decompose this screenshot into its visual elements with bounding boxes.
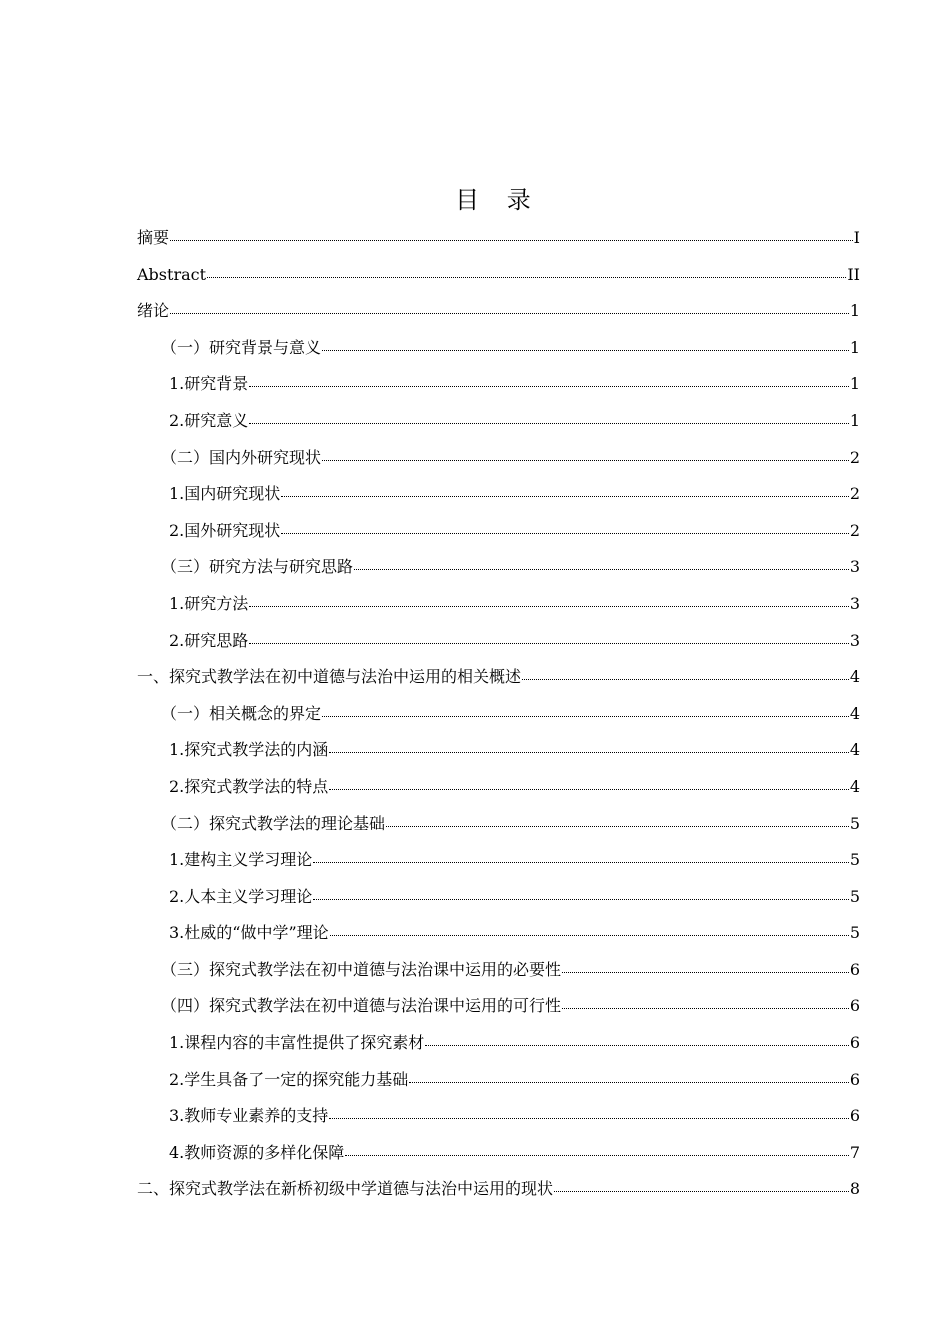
toc-entry-label: （二）国内外研究现状 — [161, 447, 322, 467]
dot-leader — [249, 410, 849, 426]
toc-entry[interactable] — [137, 769, 860, 806]
toc-entry[interactable] — [137, 1062, 860, 1099]
dot-leader — [207, 264, 846, 280]
dot-leader — [345, 1142, 849, 1158]
toc-entry-label: Abstract — [137, 264, 207, 284]
toc-entry-label: 一、探究式教学法在初中道德与法治中运用的相关概述 — [137, 667, 522, 687]
toc-entry[interactable] — [137, 696, 860, 733]
dot-leader — [170, 300, 849, 316]
dot-leader — [313, 849, 849, 865]
toc-entry-page-number: 6 — [849, 959, 860, 979]
toc-entry[interactable] — [137, 1171, 860, 1208]
toc-entry-label: 3.教师专业素养的支持 — [169, 1106, 329, 1126]
toc-entry-label: 摘要 — [137, 228, 170, 247]
toc-entry[interactable] — [137, 659, 860, 696]
toc-entry-page-number: 7 — [849, 1142, 860, 1162]
toc-entry[interactable] — [137, 1135, 860, 1172]
toc-entry[interactable] — [137, 879, 860, 916]
toc-entry-label: 1.研究背景 — [169, 374, 249, 394]
toc-entry-page-number: 1 — [849, 301, 860, 321]
dot-leader — [386, 813, 849, 829]
dot-leader — [522, 666, 849, 682]
toc-entry[interactable] — [137, 549, 860, 586]
toc-entry-page-number: 4 — [849, 776, 860, 796]
toc-entry[interactable] — [137, 623, 860, 660]
dot-leader — [281, 483, 849, 499]
toc-entry-page-number: 5 — [849, 813, 860, 833]
toc-entry-label: 绪论 — [137, 301, 170, 321]
toc-title: 目 录 — [455, 186, 541, 214]
toc-entry-page-number: 5 — [849, 923, 860, 943]
toc-entry[interactable] — [137, 915, 860, 952]
toc-entry[interactable] — [137, 732, 860, 769]
dot-leader — [249, 593, 849, 609]
toc-entry-label: 2.学生具备了一定的探究能力基础 — [169, 1069, 409, 1089]
toc-entry-page-number: 1 — [849, 410, 860, 430]
toc-entry-page-number: II — [847, 264, 860, 284]
toc-entry-page-number: 6 — [849, 1033, 860, 1053]
toc-entry-label: 二、探究式教学法在新桥初级中学道德与法治中运用的现状 — [137, 1179, 554, 1199]
toc-entry[interactable] — [137, 988, 860, 1025]
toc-entry[interactable] — [137, 220, 860, 257]
toc-entry-label: 3.杜威的“做中学”理论 — [169, 923, 329, 943]
dot-leader — [425, 1032, 849, 1048]
toc-entry-page-number: 2 — [849, 447, 860, 467]
toc-entry-page-number: 4 — [849, 667, 860, 687]
toc-entry-page-number: 1 — [849, 374, 860, 394]
toc-entry-page-number: 3 — [849, 593, 860, 613]
toc-entry-label: （三）研究方法与研究思路 — [161, 557, 354, 577]
toc-entry-label: 4.教师资源的多样化保障 — [169, 1142, 345, 1162]
toc-entry[interactable] — [137, 1025, 860, 1062]
toc-entry[interactable] — [137, 513, 860, 550]
toc-entry[interactable] — [137, 440, 860, 477]
toc-entry-label: （一）相关概念的界定 — [161, 703, 322, 723]
toc-entry-page-number: 2 — [849, 520, 860, 540]
toc-entry-page-number: I — [853, 228, 860, 247]
toc-entry-label: 1.国内研究现状 — [169, 484, 281, 504]
toc-entry-page-number: 6 — [849, 996, 860, 1016]
toc-entry[interactable] — [137, 842, 860, 879]
toc-list — [137, 220, 860, 1208]
toc-entry-page-number: 6 — [849, 1106, 860, 1126]
toc-entry-page-number: 4 — [849, 703, 860, 723]
toc-entry[interactable] — [137, 257, 860, 294]
toc-entry-label: （一）研究背景与意义 — [161, 337, 322, 357]
toc-entry-label: 2.探究式教学法的特点 — [169, 776, 329, 796]
dot-leader — [409, 1069, 849, 1085]
dot-leader — [313, 886, 849, 902]
dot-leader — [170, 227, 853, 243]
toc-entry-page-number: 8 — [849, 1179, 860, 1199]
dot-leader — [322, 337, 849, 353]
toc-entry-label: 1.研究方法 — [169, 593, 249, 613]
toc-entry-page-number: 1 — [849, 337, 860, 357]
toc-entry[interactable] — [137, 403, 860, 440]
dot-leader — [329, 739, 849, 755]
toc-entry-page-number: 3 — [849, 557, 860, 577]
toc-entry[interactable] — [137, 1098, 860, 1135]
toc-entry-label: 2.国外研究现状 — [169, 520, 281, 540]
toc-entry-label: （四）探究式教学法在初中道德与法治课中运用的可行性 — [161, 996, 562, 1016]
toc-entry-label: 2.研究意义 — [169, 410, 249, 430]
dot-leader — [330, 922, 849, 938]
dot-leader — [554, 1178, 849, 1194]
toc-entry-label: 1.建构主义学习理论 — [169, 850, 313, 870]
toc-entry-label: （二）探究式教学法的理论基础 — [161, 813, 386, 833]
toc-entry[interactable] — [137, 806, 860, 843]
toc-entry-label: 1.课程内容的丰富性提供了探究素材 — [169, 1033, 425, 1053]
toc-entry[interactable] — [137, 293, 860, 330]
toc-entry-label: 2.人本主义学习理论 — [169, 886, 313, 906]
toc-entry-page-number: 6 — [849, 1069, 860, 1089]
dot-leader — [329, 776, 849, 792]
dot-leader — [322, 447, 849, 463]
toc-entry-label: 2.研究思路 — [169, 630, 249, 650]
dot-leader — [249, 373, 849, 389]
toc-entry[interactable] — [137, 586, 860, 623]
toc-entry[interactable] — [137, 366, 860, 403]
toc-entry-label: 1.探究式教学法的内涵 — [169, 740, 329, 760]
toc-entry-page-number: 3 — [849, 630, 860, 650]
dot-leader — [562, 995, 849, 1011]
dot-leader — [322, 703, 849, 719]
toc-entry-page-number: 2 — [849, 484, 860, 504]
toc-entry[interactable] — [137, 330, 860, 367]
dot-leader — [249, 630, 849, 646]
toc-entry[interactable] — [137, 476, 860, 513]
dot-leader — [281, 520, 849, 536]
dot-leader — [329, 1105, 849, 1121]
dot-leader — [562, 959, 849, 975]
toc-entry[interactable] — [137, 952, 860, 989]
toc-entry-page-number: 5 — [849, 850, 860, 870]
toc-entry-page-number: 4 — [849, 740, 860, 760]
dot-leader — [354, 556, 849, 572]
toc-entry-page-number: 5 — [849, 886, 860, 906]
toc-entry-label: （三）探究式教学法在初中道德与法治课中运用的必要性 — [161, 959, 562, 979]
